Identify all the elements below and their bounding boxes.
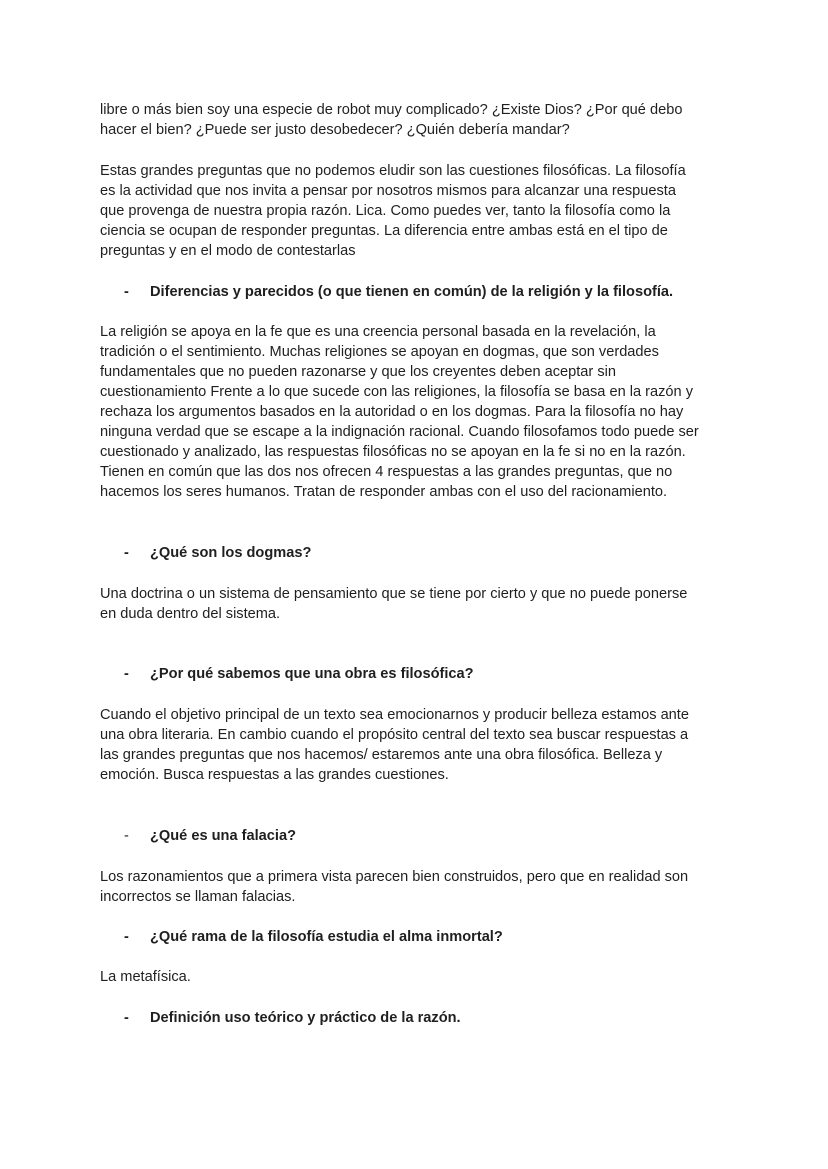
bullet-dash: - (124, 545, 129, 561)
paragraph-line: Una doctrina o un sistema de pensamiento que se tiene por cierto y que no puede ponerse (100, 586, 688, 602)
section-heading-religion-philosophy (124, 282, 673, 302)
paragraph-line: en duda dentro del sistema. (100, 606, 281, 622)
bullet-dash: - (124, 284, 129, 300)
paragraph-line: Cuando el objetivo principal de un texto sea emocionarnos y producir belleza estamos ante (100, 707, 689, 723)
bullet-dash: - (124, 1010, 129, 1026)
paragraph-line: La metafísica. (100, 969, 191, 985)
paragraph-line: una obra literaria. En cambio cuando el propósito central del texto sea buscar respuestas a (100, 727, 689, 743)
heading-text: ¿Por qué sabemos que una obra es filosófica? (150, 666, 474, 682)
bullet-dash: - (124, 828, 129, 844)
section-heading-fallacy (124, 826, 296, 846)
paragraph-line: rechaza los argumentos basados en la autoridad o en los dogmas. Para la filosofía no hay (100, 404, 684, 420)
paragraph-line: que provenga de nuestra propia razón. Lica. Como puedes ver, tanto la filosofía como la (100, 203, 671, 219)
paragraph-line: hacemos los seres humanos. Tratan de responder ambas con el uso del racionamiento. (100, 484, 668, 500)
heading-text: ¿Qué son los dogmas? (150, 545, 312, 561)
paragraph-line: cuestionado y analizado, las respuestas filosóficas no se apoyan en la fe si no en la razón. (100, 444, 686, 460)
paragraph-line: Estas grandes preguntas que no podemos eludir son las cuestiones filosóficas. La filosofía (100, 163, 686, 179)
paragraph-line: Tienen en común que las dos nos ofrecen 4 respuestas a las grandes preguntas, que no (100, 464, 673, 480)
paragraph-line: ninguna verdad que se escape a la indignación racional. Cuando filosofamos todo puede ser (100, 424, 699, 440)
paragraph-line: es la actividad que nos invita a pensar por nosotros mismos para alcanzar una respuesta (100, 183, 676, 199)
heading-text: Diferencias y parecidos (o que tienen en común) de la religión y la filosofía. (150, 284, 674, 300)
section-heading-reason-use (124, 1008, 461, 1028)
paragraph-line: las grandes preguntas que nos hacemos/ estaremos ante una obra filosófica. Belleza y (100, 747, 663, 763)
paragraph-line: tradición o el sentimiento. Muchas religiones se apoyan en dogmas, que son verdades (100, 344, 659, 360)
section-heading-metaphysics (124, 927, 503, 947)
paragraph-line: fundamentales que no pueden razonarse y que los creyentes deben aceptar sin (100, 364, 616, 380)
intro-line: libre o más bien soy una especie de robot muy complicado? ¿Existe Dios? ¿Por qué debo (100, 102, 683, 118)
heading-text: Definición uso teórico y práctico de la razón. (150, 1010, 461, 1026)
paragraph-line: cuestionamiento Frente a lo que sucede con las religiones, la filosofía se basa en la razón y (100, 384, 694, 400)
paragraph-line: preguntas y en el modo de contestarlas (100, 243, 356, 259)
bullet-dash: - (124, 666, 129, 682)
paragraph-line: emoción. Busca respuestas a las grandes cuestiones. (100, 767, 449, 783)
section-heading-dogmas (124, 543, 311, 563)
paragraph-line: La religión se apoya en la fe que es una creencia personal basada en la revelación, la (100, 324, 656, 340)
paragraph-line: Los razonamientos que a primera vista parecen bien construidos, pero que en realidad son (100, 869, 689, 885)
section-heading-philosophical-work (124, 664, 474, 684)
heading-text: ¿Qué es una falacia? (150, 828, 296, 844)
paragraph-line: incorrectos se llaman falacias. (100, 889, 296, 905)
bullet-dash: - (124, 929, 129, 945)
heading-text: ¿Qué rama de la filosofía estudia el alma inmortal? (150, 929, 503, 945)
intro-line: hacer el bien? ¿Puede ser justo desobedecer? ¿Quién debería mandar? (100, 122, 570, 138)
paragraph-line: ciencia se ocupan de responder preguntas. La diferencia entre ambas está en el tipo de (100, 223, 668, 239)
